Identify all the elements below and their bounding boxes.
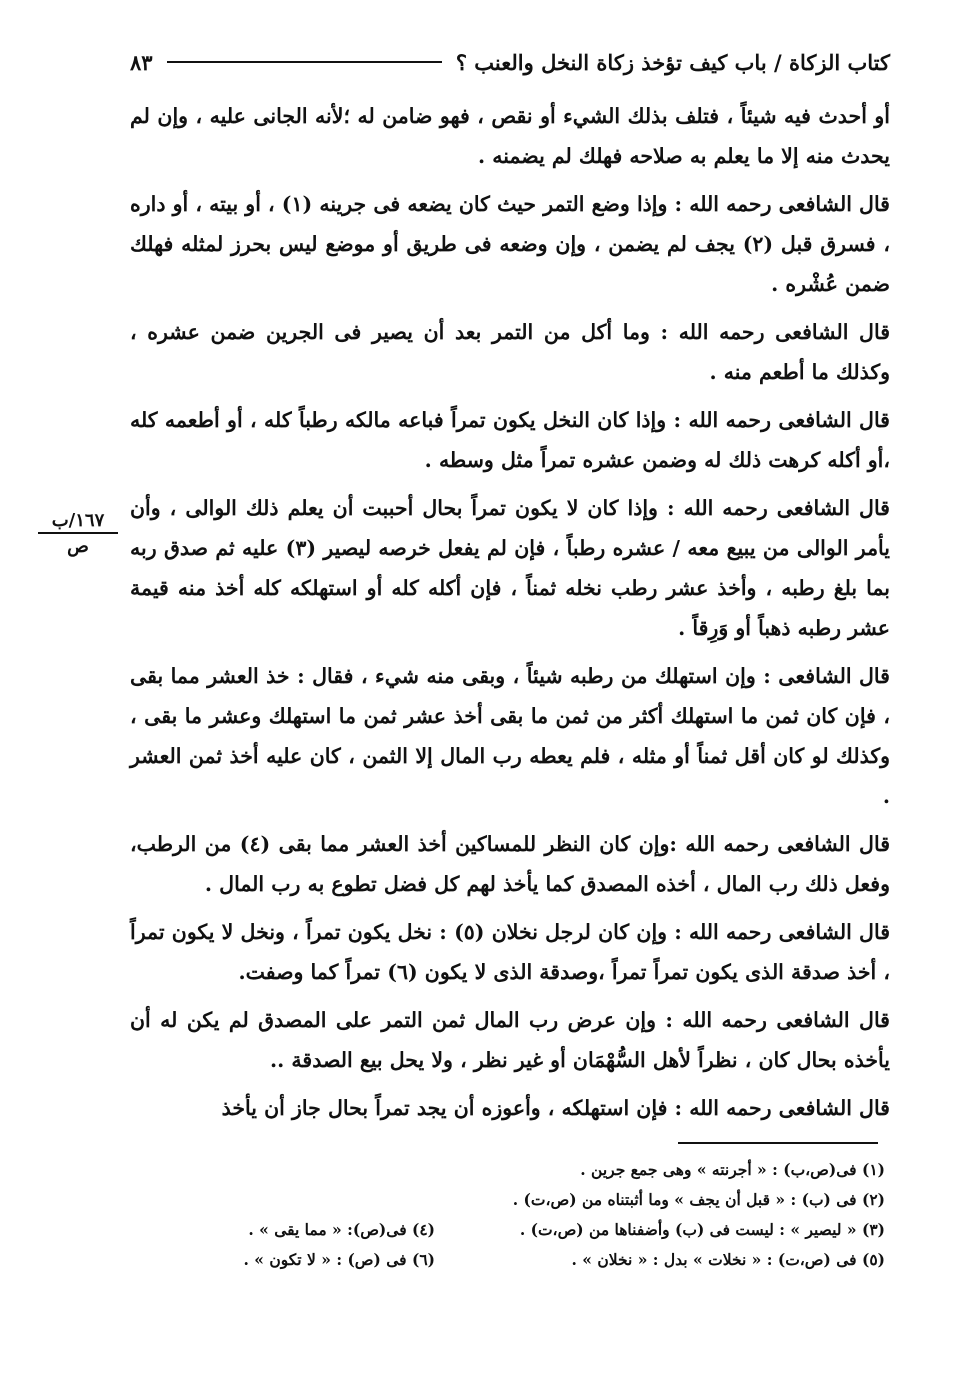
manuscript-siglum: ص xyxy=(67,536,89,557)
footnote-row xyxy=(140,1215,885,1245)
footnote xyxy=(140,1155,435,1185)
paragraph xyxy=(130,912,890,992)
footnotes xyxy=(140,1155,885,1275)
paragraph xyxy=(130,400,890,480)
footnote xyxy=(140,1185,435,1215)
footnote: (٤) فى(ص): « مما يقى » . xyxy=(248,1220,435,1239)
running-header xyxy=(130,42,890,82)
paragraph xyxy=(130,656,890,816)
footnote: (١) فى(ص،ب) : « أجرنته » وهى جمع جرين . xyxy=(580,1160,885,1179)
paragraph xyxy=(130,184,890,304)
paragraph-text: رحمه الله : وما أكل من التمر بعد أن يصير فى الجرين ضمن عشره ، وكذلك ما أطعم منه . xyxy=(130,320,890,384)
paragraph xyxy=(130,488,890,648)
paragraph xyxy=(130,824,890,904)
footnote-row xyxy=(140,1185,885,1215)
paragraph xyxy=(130,1000,890,1080)
paragraph-text: رحمه الله :وإن كان النظر للمساكين أخذ العشر مما بقى (٤) من الرطب، وفعل ذلك رب المال ، أخذه المصدق كما يأخذ لهم كل فضل تطوع به رب المال . xyxy=(130,832,890,896)
paragraph xyxy=(130,96,890,176)
paragraph xyxy=(130,1088,890,1128)
margin-folio-note xyxy=(38,510,118,557)
page-number: ٨٣ xyxy=(130,49,153,75)
paragraph-text: رحمه الله : وإن عرض رب المال ثمن التمر على المصدق لم يكن له أن يأخذه بحال كان ، نظراً لأهل السُّهْمَان أو غير نظر ، ولا يحل بيع الصدقة .. xyxy=(130,1008,890,1072)
paragraph-text: أو أحدث فيه شيئاً ، فتلف بذلك الشيء أو نقص ، فهو ضامن له ؛لأنه الجانى عليه ، وإن لم يحدث منه إلا ما يعلم به صلاحه فهلك لم يضمنه . xyxy=(130,104,890,168)
footnote: (٥) فى (ص،ت) : « نخلات » بدل : « نخلان » . xyxy=(571,1250,885,1269)
footnote: (٣) « ليصير » : ليست فى (ب) وأضفناها من (ص،ت) . xyxy=(519,1220,885,1239)
paragraph-text: رحمه الله : وإذا كان لا يكون تمراً بحال أحببت أن يعلم ذلك الوالى ، وأن يأمر الوالى من يبيع معه / عشره رطباً ، فإن لم يفعل خرصه ليصير (٣) عليه ثم صدق ربه بما بلغ رطبه ، وأخذ عشر رطب نخله ثمناً ، فإن أكله كله أو استهلكه كله أخذ منه قيمة عشر رطبه ذهباً أو وَرِقاً . xyxy=(130,496,891,640)
main-text xyxy=(130,96,890,1136)
header-rule xyxy=(167,61,442,63)
footnote: (٢) فى (ب) : « قبل أن يجف » وما أثبتناه من (ص،ت) . xyxy=(512,1190,885,1209)
paragraph-speaker: قال الشافعى xyxy=(778,664,890,688)
paragraph-text: رحمه الله : وإذا وضع التمر حيث كان يضعه فى جرينه (١) ، أو بيته ، أو داره ، فسرق قبل (٢) يجف لم يضمن ، وإن وضعه فى طريق أو موضع ليس بحرز لمثله فهلك ضمن عُشْره . xyxy=(130,192,890,296)
paragraph-speaker: قال الشافعى xyxy=(778,408,890,432)
paragraph-speaker: قال الشافعى xyxy=(775,320,890,344)
paragraph-speaker: قال الشافعى xyxy=(778,192,890,216)
paragraph-text: : وإن استهلك من رطبه شيئاً ، وبقى منه شيء ، فقال : خذ العشر مما بقى ، فإن كان ثمن ما استهلك أكثر من ثمن ما بقى أخذ عشر ثمن ما استهلك وعشر ما بقى ، وكذلك لو كان أقل ثمناً أو مثله ، فلم يعطه رب المال إلا الثمن ، كان عليه أخذ ثمن العشر . xyxy=(130,664,890,808)
paragraph-speaker: قال الشافعى xyxy=(777,832,890,856)
paragraph-speaker: قال الشافعى xyxy=(778,1096,890,1120)
folio-reference: ١٦٧/ب xyxy=(38,510,118,534)
paragraph-speaker: قال الشافعى xyxy=(776,1008,890,1032)
paragraph xyxy=(130,312,890,392)
paragraph-speaker: قال الشافعى xyxy=(778,920,890,944)
paragraph-speaker: قال الشافعى xyxy=(776,496,890,520)
footnote-row xyxy=(140,1245,885,1275)
paragraph-text: رحمه الله : وإن كان لرجل نخلان (٥) : نخل يكون تمراً ، ونخل لا يكون تمراً ، أخذ صدقة الذى يكون تمراً تمراً ،وصدقة الذى لا يكون (٦) تمراً كما وصفت. xyxy=(130,920,890,984)
paragraph-text: رحمه الله : وإذا كان النخل يكون تمراً فباعه مالكه رطباً كله ، أو أطعمه كله ،أو أكله كرهت ذلك له وضمن عشره تمراً مثل وسطه . xyxy=(130,408,890,472)
footnote-row xyxy=(140,1155,885,1185)
footnote-divider xyxy=(678,1142,878,1144)
header-title: كتاب الزكاة / باب كيف تؤخذ زكاة النخل والعنب ؟ xyxy=(455,49,890,75)
footnote: (٦) فى (ص) : « لا تكون » . xyxy=(243,1250,435,1269)
paragraph-text: رحمه الله : فإن استهلكه ، وأعوزه أن يجد تمراً بحال جاز أن يأخذ xyxy=(221,1096,779,1120)
